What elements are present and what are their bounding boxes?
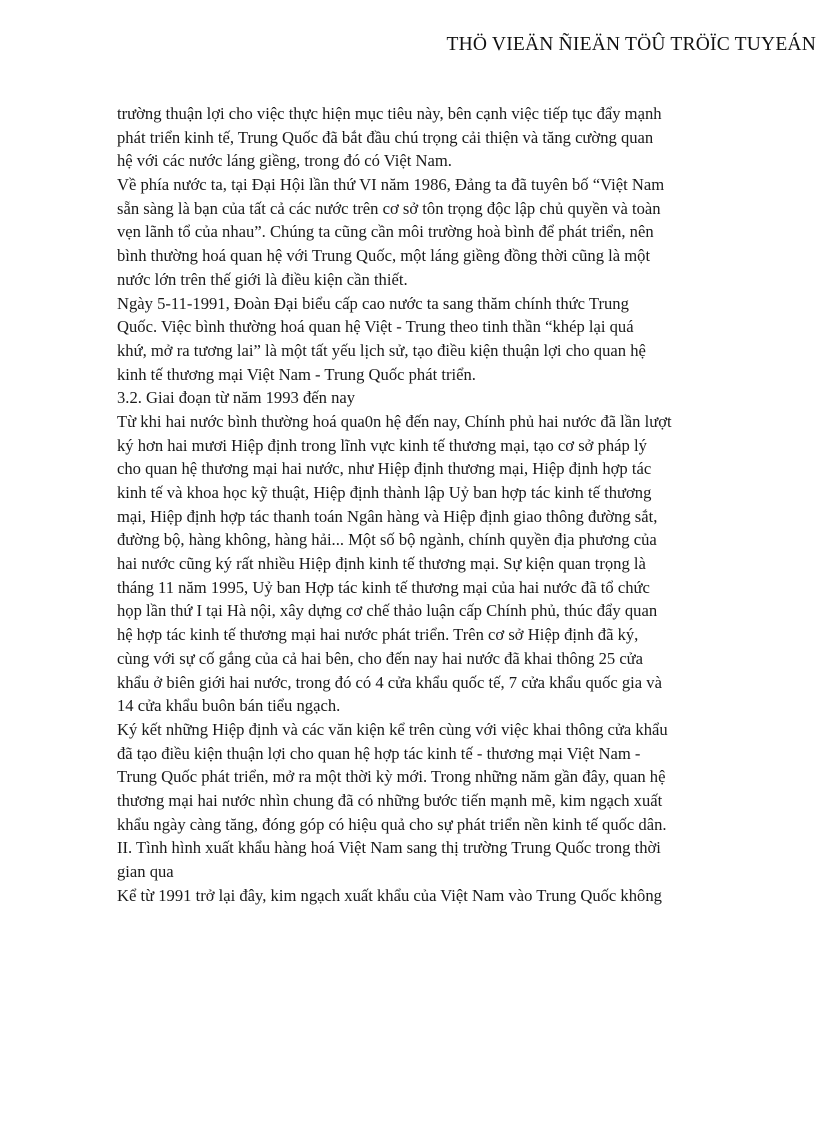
text-line: hai nước cũng ký rất nhiều Hiệp định kinh tế thương mại. Sự kiện quan trọng là [117,554,646,574]
text-line: cùng với sự cố gắng của cả hai bên, cho đến nay hai nước đã khai thông 25 cửa [117,648,644,668]
text-line: sẵn sàng là bạn của tất cả các nước trên cơ sở tôn trọng độc lập chủ quyền và toàn [117,198,661,218]
text-line: Quốc. Việc bình thường hoá quan hệ Việt - Trung theo tinh thần “khép lại quá [117,317,634,337]
text-line: đã tạo điều kiện thuận lợi cho quan hệ hợp tác kinh tế - thương mại Việt Nam - [117,743,641,763]
text-line: khẩu ngày càng tăng, đóng góp có hiệu quả cho sự phát triển nền kinh tế quốc dân. [117,814,667,834]
text-line: Kể từ 1991 trở lại đây, kim ngạch xuất khẩu của Việt Nam vào Trung Quốc không [117,885,662,905]
text-line: khứ, mở ra tương lai” là một tất yếu lịch sử, tạo điều kiện thuận lợi cho quan hệ [117,340,646,360]
text-line: khẩu ở biên giới hai nước, trong đó có 4 cửa khẩu quốc tế, 7 cửa khẩu quốc gia và [117,672,662,692]
document-body [117,102,717,907]
text-line: mại, Hiệp định hợp tác thanh toán Ngân hàng và Hiệp định giao thông đường sắt, [117,506,658,526]
text-line: trường thuận lợi cho việc thực hiện mục tiêu này, bên cạnh việc tiếp tục đẩy mạnh [117,104,662,123]
text-line: 14 cửa khẩu buôn bán tiểu ngạch. [117,696,341,716]
text-line: hệ hợp tác kinh tế thương mại hai nước phát triển. Trên cơ sở Hiệp định đã ký, [117,625,639,645]
text-line: Từ khi hai nước bình thường hoá qua0n hệ đến nay, Chính phủ hai nước đã lần lượt [117,411,672,431]
text-line: Ký kết những Hiệp định và các văn kiện kể trên cùng với việc khai thông cửa khẩu [117,719,668,739]
text-line: tháng 11 năm 1995, Uỷ ban Hợp tác kinh tế thương mại của hai nước đã tổ chức [117,577,650,597]
page-header: THÖ VIEÄN ÑIEÄN TÖÛ TRÖÏC TUYEÁN [446,34,816,55]
text-line: bình thường hoá quan hệ với Trung Quốc, một láng giềng đồng thời cũng là một [117,246,651,266]
text-line: cho quan hệ thương mại hai nước, như Hiệp định thương mại, Hiệp định hợp tác [117,459,652,479]
section-heading: II. Tình hình xuất khẩu hàng hoá Việt Nam sang thị trường Trung Quốc trong thời [117,838,661,858]
section-heading: gian qua [117,862,174,881]
text-line: họp lần thứ I tại Hà nội, xây dựng cơ chế thảo luận cấp Chính phủ, thúc đẩy quan [117,601,658,621]
text-line: đường bộ, hàng không, hàng hải... Một số bộ ngành, chính quyền địa phương của [117,530,657,550]
text-line: thương mại hai nước nhìn chung đã có những bước tiến mạnh mẽ, kim ngạch xuất [117,790,663,810]
text-line: hệ với các nước láng giềng, trong đó có Việt Nam. [117,151,452,171]
text-line: nước lớn trên thế giới là điều kiện cần thiết. [117,269,408,289]
text-line: phát triển kinh tế, Trung Quốc đã bắt đầu chú trọng cải thiện và tăng cường quan [117,127,654,147]
section-heading: 3.2. Giai đoạn từ năm 1993 đến nay [117,388,356,408]
text-line: Về phía nước ta, tại Đại Hội lần thứ VI năm 1986, Đảng ta đã tuyên bố “Việt Nam [117,175,665,195]
text-line: Ngày 5-11-1991, Đoàn Đại biểu cấp cao nước ta sang thăm chính thức Trung [117,293,629,313]
text-line: ký hơn hai mươi Hiệp định trong lĩnh vực kinh tế thương mại, tạo cơ sở pháp lý [117,435,647,455]
text-line: Trung Quốc phát triển, mở ra một thời kỳ mới. Trong những năm gần đây, quan hệ [117,767,666,787]
text-line: vẹn lãnh tổ của nhau”. Chúng ta cũng cần môi trường hoà bình để phát triển, nên [117,222,654,242]
text-line: kinh tế và khoa học kỹ thuật, Hiệp định thành lập Uỷ ban hợp tác kinh tế thương [117,483,652,502]
text-line: kinh tế thương mại Việt Nam - Trung Quốc phát triển. [117,364,476,384]
